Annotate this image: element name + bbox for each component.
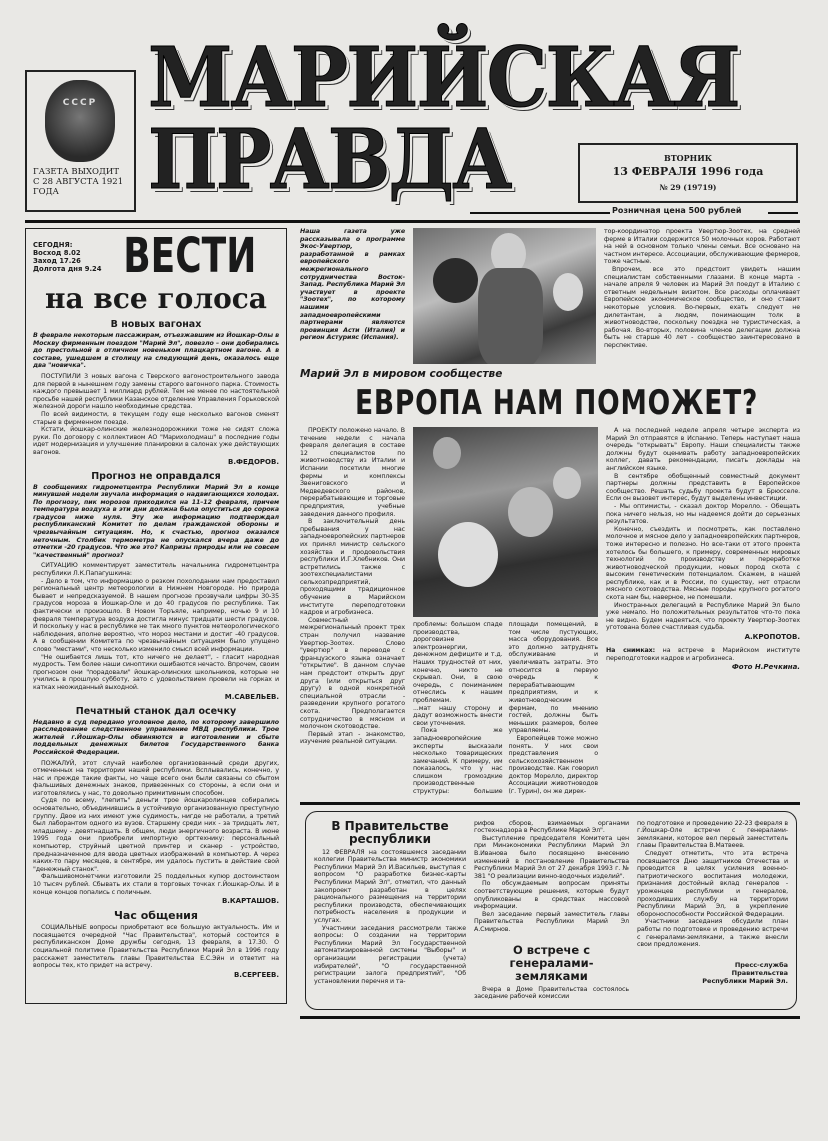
article-para: Иностранных делегаций в Республике Марий Эл было уже немало. Но положительных результатов что-то пока не видно. Будем надеяться, что проекту Увертюр-Зоотех уготована более счастливая судьба.: [606, 601, 800, 632]
sunset: Заход 17.26: [33, 257, 81, 265]
article-para: По обсуждаемым вопросам приняты соответствующие решения, которые будут опубликованы в средствах массовой информации.: [474, 880, 629, 911]
article-para: ПОСТУПИЛИ 3 новых вагона с Тверского вагоностроительного завода для первой в нынешнем году замены старого вагонного парка. Стоимость каждого превышает 1 миллиард рублей. Тем не менее по настоятельной просьбе нашей республики Казанское отделение Управления Горьковской железной дороги нашло необходимые средства.: [33, 372, 279, 411]
byline: В.ФЕДОРОВ.: [228, 457, 279, 466]
article-para: Впрочем, все это предстоит увидеть нашим специалистам собственными глазами. В конце марта - начале апреля 9 человек из Марий Эл поедут в Италию с ответным недельным визитом. Все расходы оплачивает Европейское экономическое сообщество, и оно ставит некоторые условия. Во-первых, ехать следует не дилетантам, а людям, понимающим толк в животноводстве, поскольку поездка не туристическая, а рабочая. Во-вторых, половина членов делегации должна быть не старше 40 лет - сообщество заинтересовано в перспективе.: [604, 265, 800, 349]
photo-meeting-1: [413, 228, 596, 364]
weekday: ВТОРНИК: [663, 153, 713, 163]
caption-label: На снимках:: [606, 647, 656, 655]
news-digest-box: [25, 228, 287, 1004]
byline: М.САВЕЛЬЕВ.: [224, 692, 279, 701]
europe-col4: [604, 228, 800, 350]
day-length: Долгота дня 9.24: [33, 265, 102, 273]
article-para: по подготовке и проведению 22-23 февраля в г.Йошкар-Оле встречи с генералами-земляками, которое вел первый заместитель главы Правительства В.Матвеев.: [637, 819, 788, 850]
article-head: Печатный станок дал осечку: [75, 705, 237, 717]
article-para: Участники заседания рассмотрели также вопросы: О создании на территории Республики Марий Эл Государственной автоматизированной системы "Выборы" и организации регистрации (учета) избирателей", "О государственной регистрации залога предприятий", "Об установлении перечня и та-: [314, 924, 466, 985]
gov-col3: [637, 820, 788, 1001]
article-para: ...мат нашу сторону и дадут возможность внести свои уточнения.: [413, 704, 503, 727]
europe-col2-col3: [413, 621, 598, 796]
article-para: - Дело в том, что информацию о резком похолодании нам предоставил региональный центр метеорологии в Нижнем Новгороде. Но природа бывает и непредсказуемой. В нашем прогнозе прозвучали цифры 30-35 градусов мороза в Йошкар-Оле и до 40 градусов по республике. Так фактически и произошло. В Новом Торъяле, например, ночью 9 и 10 февраля температура воздуха достигла минус тридцати шести градусов. И поскольку у нас в республике не так много пунктов метеорологического наблюдения, вполне вероятно, что мороз местами и достиг -40 градусов. А в сообщении Комитета по чрезвычайным ситуациям было упущено слово "местами", что несколько изменило смысл всей информации.: [33, 577, 279, 653]
issue-number: № 29 (19719): [659, 183, 717, 192]
price: Розничная цена 500 рублей: [612, 206, 742, 215]
article-para: Совместный межрегиональный проект трех стран получил название Увертюр-Зоотех. Слово "увертюр" в переводе с французского языка означает "открытие". В данном случае нам предстоит открыть друг друга (или открыться друг другу) в одной конкретной специальной отрасли - разведении крупного рогатого скота. Предполагается сотрудничество в мясном и молочном скотоводстве.: [300, 616, 405, 731]
section-rule: [300, 802, 800, 805]
article-para: "Не ошибается лишь тот, кто ничего не делает", - гласит народная мудрость. Тем более наши синоптики ошибаются нечасто. Впрочем, своим прогнозом они "порадовали" йошкар-олинских школьников, которые не учились в прошлую субботу, зато с удовольствием провели на горках и катках неожиданный выходной.: [33, 653, 279, 691]
article-head: В новых вагонах: [110, 319, 202, 330]
article-para: Вел заседание первый заместитель главы Правительства Республики Марий Эл А.Смирнов.: [474, 910, 629, 933]
gov-col1: [314, 820, 466, 1001]
article-para: ПРОЕКТУ положено начало. В течение недели с начала февраля делегация в составе 12 специалистов по животноводству из Италии и Испании посетили многие фермы и комплексы Звениговского и Медведевского районов, перерабатывающие и торговые предприятия, учебные заведения данного профиля.: [300, 427, 405, 518]
article-para: В сентябре обобщенный совместный документ партнеры должны представить в Европейское сообщество. Решать судьбу проекта будут в Брюсселе. Если он вызовет интерес, будут выделены инвестиции.: [606, 472, 800, 503]
government-news-box: [305, 811, 797, 1010]
digest-articles: [33, 319, 279, 979]
emblem-text: СССР: [62, 98, 98, 108]
europe-middle: [413, 427, 598, 796]
article-para: Фальшивомонетчики изготовили 25 поддельных купюр достоинством 10 тысяч рублей. Сбывать их стали в торговых точках г.Йошкар-Олы. И в конце концов попались с поличным.: [33, 873, 279, 896]
price-rule-right: [768, 212, 798, 214]
gov-col2: [474, 820, 629, 1001]
issue-date-box: [578, 143, 798, 203]
logo-box: [25, 70, 136, 212]
article-para: По всей видимости, в текущем году еще несколько вагонов сменят старые в фирменном поезде.: [33, 410, 279, 426]
press-service-signature: Пресс-служба Правительства Республики Марий Эл.: [702, 960, 788, 985]
gov-headline: В Правительстве республики: [331, 818, 449, 846]
ussr-order-emblem: [45, 80, 115, 162]
sunrise: Восход 8.02: [33, 249, 81, 257]
article-para: Судя по всему, "лепить" деньги трое йошкаролинцев собирались основательно, объединившись в устойчивую организованную преступную группу. Двое из них имеют уже судимость, нигде не работали, а третий был лаборантом одного из вузов. Старшему среди них - за тридцать лет, младшему - девятнадцать. В общем, люди энергичного возраста. В июне 1995 года они приобрели импортную оргтехнику: персональный компьютер, струйный цветной принтер и сканер - устройство, предназначенное для ввода цветных изображений в компьютер. А через каких-то пару месяцев, в сентябре, им удалось пустить в действие свой "денежный станок".: [33, 797, 279, 873]
article-para: Пока же западноевропейские эксперты высказали несколько товарищеских замечаний. К примеру, им показалось, что у нас слишком громоздкие производственные структуры: большие площади помещений, в том числе пустующих, масса оборудования. Все это должно затруднять обслуживание и увеличивать затраты. Это относится в первую очередь к перерабатывающим предприятиям, и к животноводческим фермам, по мнению гостей, должны быть меньших размеров, более управляемы.: [413, 621, 598, 796]
photo-meeting-2: [413, 427, 598, 617]
article-para: - Мы оптимисты, - сказал доктор Морелло. - Обещать пока ничего нельзя, но мы надеемся дойти до серьезных результатов.: [606, 502, 800, 526]
article-para: рифов сборов, взимаемых органами гостехнадзора в Республике Марий Эл".: [474, 819, 629, 835]
europe-headline: ЕВРОПА НАМ ПОМОЖЕТ?: [355, 383, 759, 423]
article-para: Кстати, йошкар-олинские железнодорожники тоже не сидят сложа руки. По договору с коллективом АО "Марихолодмаш" в последние годы идет модернизация и улучшение планировки в салонах уже действующих вагонов.: [33, 426, 279, 456]
photo-caption: [606, 647, 800, 662]
photo-credit: Фото Н.Речкина.: [731, 663, 800, 672]
today-label: СЕГОДНЯ:: [33, 241, 73, 249]
since-text: ГАЗЕТА ВЫХОДИТ С 28 АВГУСТА 1921 ГОДА: [33, 167, 124, 197]
europe-top-row: [300, 228, 800, 364]
byline: А.КРОПОТОВ.: [744, 633, 800, 642]
article-para: 12 ФЕВРАЛЯ на состоявшемся заседании коллегии Правительства министр экономики Республики Марий Эл И.Васильев, выступая с вопросом "О разработке бизнес-карты Республики Марий Эл", отметил, что данный закопроект разработан в целях рационального размещения на территории республики производств, обеспечивающих потребность населения в продукции и услугах.: [314, 848, 466, 924]
article-para: ПОЖАЛУЙ, этот случай наиболее организованный среди других, отмеченных на территории нашей республики. Всплывались, конечно, у нас и прежде такие факты, но чаще всего они были связаны со сбытом фальшивых денежных знаков, привезенных со стороны, а если они и изготовлялись у нас, то довольно примитивным способом.: [33, 759, 279, 797]
europe-body-row: [300, 427, 800, 796]
header-rule: [25, 220, 800, 223]
right-flow: [300, 228, 800, 1019]
byline: В.СЕРГЕЕВ.: [233, 970, 279, 979]
article-lead: В сообщениях гидрометцентра Республики Марий Эл в конце минувшей недели звучала информация о надвигающихся холодах. По прогнозу, пик морозов приходился на 11–12 февраля, причем температура воздуха в эти дни должна была опуститься до сорока градусов ниже нуля. Эту же информацию подтверждал республиканский Комитет по делам гражданской обороны и чрезвычайным ситуациям. Но, к счастью, прогноз оказался неточным. Столбик термометра не опускался вчера даже до отметки -20 градусов. Что же это? Капризы природы или не совсем "качественный" прогноз?: [33, 483, 279, 559]
article-para: Европейцев тоже можно понять. У них свои представления о сельскохозяйственном производстве. Как говорил доктор Морелло, директор Ассоциации животноводов (г. Турин), он же дирек-: [508, 734, 598, 796]
digest-subtitle: на все голоса: [45, 282, 267, 315]
byline: В.КАРТАШОВ.: [221, 897, 279, 906]
article-para: Следует отметить, что эта встреча посвящается Дню защитников Отечества и проводится в целях усиления военно-патриотического воспитания молодежи, признания достойный вклад генералов - уроженцев республики и генералов, проходивших службу на территории Республики Марий Эл, в укрепление обороноспособности Российской Федерации.: [637, 850, 788, 918]
europe-col1: [300, 427, 405, 746]
today-info: [33, 241, 101, 273]
digest-title: ВЕСТИ: [123, 228, 257, 284]
europe-kicker: Марий Эл в мировом сообществе: [300, 368, 503, 380]
article-para: тор-координатор проекта Увертюр-Зоотех, на средней ферме в Италии содержится 50 молочных коров. Работают на ней в основном только члены семьи. Все основано на частном интересе. Ассоциации, обслуживающие фермеров, тоже частные.: [604, 228, 800, 266]
bottom-rule: [300, 1016, 800, 1019]
meeting-headline: О встрече с генералами-земляками: [509, 942, 594, 983]
article-para: СОЦИАЛЬНЫЕ вопросы приобретают все большую актуальность. Им и посвящается очередной "Час Правительства", который состоится в республиканском Доме дружбы сегодня, 13 февраля, в 17.30. О социальной политике Правительства Республики Марий Эл в 1996 году расскажет заместитель главы Правительства Е.С.Эйн и ответит на вопросы тех, кто придет на встречу.: [33, 924, 279, 970]
price-rule-left: [470, 212, 610, 214]
europe-col2: проблемы: большом спаде производства, дороговизне электроэнергии, денежном дефиците и т.д. Наших трудностей от них, конечно, никто не скрывал. Они, в свою очередь, с пониманием отнеслись к нашим проблемам.: [413, 621, 503, 704]
article-para: СИТУАЦИЮ комментирует заместитель начальника гидрометцентра республики Л.К.Папагушкина:: [33, 562, 279, 578]
europe-col5: [606, 427, 800, 671]
article-para: А на последней неделе апреля четыре эксперта из Марий Эл отправятся в Испанию. Теперь наступает наша очередь "открывать" Европу. Наши специалисты также должны будут оценивать работу западноевропейских коллег, давать рекомендации, писать доклады на английском языке.: [606, 427, 800, 472]
article-para: Вчера в Доме Правительства состоялось заседание рабочей комиссии: [474, 985, 629, 1001]
caption-text: на встрече в Марийском институте переподготовки кадров и агробизнеса.: [606, 647, 800, 662]
article-para: Первый этап - знакомство, изучение реальной ситуации.: [300, 730, 405, 746]
article-para: Конечно, съездить и посмотреть, как поставлено молочное и мясное дело у западноевропейских партнеров, тоже интересно и полезно. Но все-таки от этого проекта хотелось бы большего, к примеру, современных мировых технологий по производству и переработке животноводческой продукции, новых пород скота с высоким генетическим потенциалом. Скажем, в нашей республике, как и в России, по существу, нет отрасли мясного скотоводства. Мясные породы крупного рогатого скота нам бы, наверное, не помешали.: [606, 525, 800, 602]
article-head: Час общения: [114, 909, 198, 923]
europe-intro: Наша газета уже рассказывала о программе Экос-Увертюр, разработанной в рамках европейского межрегионального сотрудничества Восток-Запад. Республика Марий Эл участвует в проекте "Зоотех", по которому нашими западноевропейскими партнерами являются провинция Асти (Италия) и регион Астурияс (Испания).: [300, 228, 405, 342]
masthead-line1: МАРИЙСКАЯ: [148, 30, 739, 126]
digest-header: [33, 229, 279, 283]
issue-date: 13 ФЕВРАЛЯ 1996 года: [612, 165, 764, 178]
article-head: Прогноз не оправдался: [91, 470, 221, 482]
masthead-line2: ПРАВДА: [148, 112, 511, 208]
article-para: Участники заседания обсудили план работы по подготовке и проведению встречи с генералами-земляками, а также внесли свои предложения.: [637, 918, 788, 949]
article-para: В заключительный день пребывания у нас западноевропейских партнеров их принял министр сельского хозяйства и продовольствия республики И.Г.Хлебников. Они встретились также с зоотехспециалистами сельхозпредприятий, проходящими традиционное обучение в Марийском институте переподготовки кадров и агробизнеса.: [300, 518, 405, 617]
article-lead: В феврале некоторым пассажирам, отъезжавшим из Йошкар-Олы в Москву фирменным поездом "Марий Эл", повезло – они добирались до престольной в отличном новеньком плацкартном вагоне. А в составе, ушедшем в столицу на следующий день, оказалось еще два "новичка".: [33, 332, 279, 370]
article-para: Выступление председателя Комитета цен при Минэкономики Республики Марий Эл В.Иванова было посвящено внесению изменений в постановление Правительства Республики Марий Эл от 27 декабря 1993 г. № 381 "О реализации винно-водочных изделий".: [474, 834, 629, 880]
article-lead: Недавно в суд передано уголовное дело, по которому завершило расследование следственное управление МВД республики. Трое жителей г.Йошкар-Олы обвиняются в изготовлении и сбыте поддельных денежных билетов Государственного банка Российской Федерации.: [33, 718, 279, 756]
